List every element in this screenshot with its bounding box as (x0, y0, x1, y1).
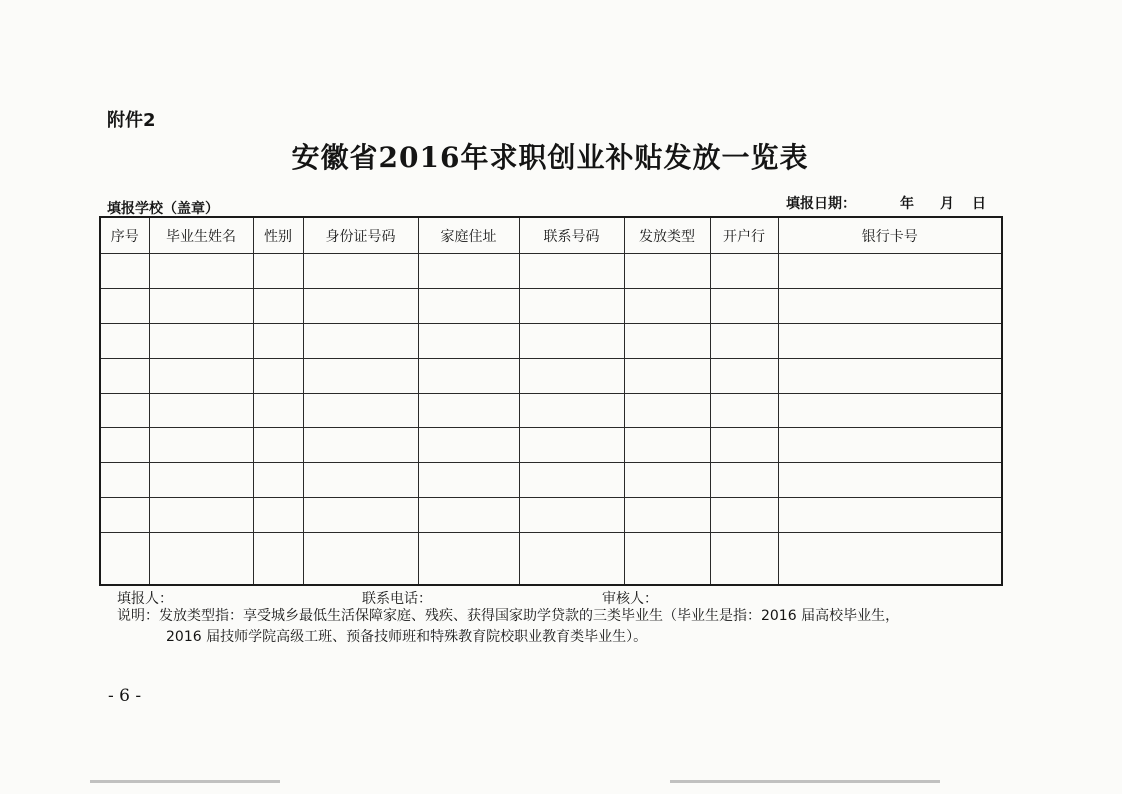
table-row (100, 288, 1002, 323)
table-cell (710, 288, 778, 323)
table-cell (100, 428, 149, 463)
table-cell (778, 254, 1002, 289)
table-cell (710, 498, 778, 533)
table-row (100, 463, 1002, 498)
table-cell (519, 288, 624, 323)
table-cell (149, 358, 253, 393)
table-cell (100, 323, 149, 358)
table-cell (710, 533, 778, 585)
date-label: 填报日期： (786, 196, 856, 212)
table-cell (418, 323, 519, 358)
table-cell (418, 358, 519, 393)
table-cell (303, 254, 418, 289)
table-cell (519, 323, 624, 358)
table-cell (624, 498, 710, 533)
col-header-type: 发放类型 (624, 217, 710, 254)
table-cell (253, 254, 303, 289)
table-cell (778, 358, 1002, 393)
table-cell (778, 498, 1002, 533)
col-header-phone: 联系号码 (519, 217, 624, 254)
year-label: 年 (900, 196, 914, 212)
col-header-address: 家庭住址 (418, 217, 519, 254)
table-cell (303, 463, 418, 498)
table-cell (149, 254, 253, 289)
school-label: 填报学校（盖章） (107, 201, 219, 217)
table-row (100, 254, 1002, 289)
table-row (100, 393, 1002, 428)
table-row (100, 323, 1002, 358)
table-cell (710, 463, 778, 498)
subsidy-table (99, 216, 1003, 586)
table-cell (149, 463, 253, 498)
table-cell (100, 254, 149, 289)
table-cell (778, 533, 1002, 585)
table-cell (519, 533, 624, 585)
table-cell (303, 323, 418, 358)
table-cell (149, 393, 253, 428)
table-cell (710, 393, 778, 428)
page-number: - 6 - (108, 686, 142, 706)
table-cell (303, 358, 418, 393)
contact-phone-label: 联系电话： (362, 591, 432, 607)
table-cell (303, 288, 418, 323)
table-cell (100, 498, 149, 533)
table-cell (418, 254, 519, 289)
table-cell (303, 393, 418, 428)
table-cell (100, 393, 149, 428)
table-cell (253, 323, 303, 358)
table-cell (303, 533, 418, 585)
table-cell (624, 254, 710, 289)
table-cell (100, 288, 149, 323)
table-cell (710, 428, 778, 463)
col-header-index: 序号 (100, 217, 149, 254)
table-cell (778, 288, 1002, 323)
table-cell (149, 428, 253, 463)
table-cell (778, 463, 1002, 498)
table-cell (519, 393, 624, 428)
table-cell (624, 533, 710, 585)
table-cell (418, 428, 519, 463)
table-cell (149, 323, 253, 358)
day-label: 日 (972, 196, 986, 212)
table-cell (519, 498, 624, 533)
table-cell (418, 533, 519, 585)
table-body (100, 254, 1002, 586)
note-line-1: 说明：发放类型指：享受城乡最低生活保障家庭、残疾、获得国家助学贷款的三类毕业生（毕业生是指：2016 届高校毕业生， (117, 608, 900, 624)
table-cell (418, 498, 519, 533)
table-cell (624, 393, 710, 428)
table-cell (624, 288, 710, 323)
scan-edge-mark (670, 780, 940, 783)
col-header-card-number: 银行卡号 (778, 217, 1002, 254)
col-header-id-number: 身份证号码 (303, 217, 418, 254)
table-cell (100, 358, 149, 393)
date-line (786, 193, 986, 213)
table-cell (710, 358, 778, 393)
table-cell (519, 428, 624, 463)
table-cell (624, 463, 710, 498)
table-row (100, 498, 1002, 533)
table-cell (253, 288, 303, 323)
table-cell (149, 498, 253, 533)
table-cell (253, 428, 303, 463)
table-cell (303, 428, 418, 463)
table-cell (710, 323, 778, 358)
table-cell (303, 498, 418, 533)
col-header-bank: 开户行 (710, 217, 778, 254)
document-title: 安徽省2016年求职创业补贴发放一览表 (291, 141, 809, 174)
table-cell (778, 428, 1002, 463)
scan-edge-mark (90, 780, 280, 783)
col-header-gender: 性别 (253, 217, 303, 254)
table-cell (253, 498, 303, 533)
table-cell (253, 358, 303, 393)
table-cell (710, 254, 778, 289)
table-cell (624, 358, 710, 393)
table-cell (100, 533, 149, 585)
table-header-row (100, 217, 1002, 254)
table-cell (778, 393, 1002, 428)
table-cell (519, 254, 624, 289)
table-cell (778, 323, 1002, 358)
table-cell (519, 463, 624, 498)
table-cell (253, 463, 303, 498)
table-row (100, 533, 1002, 585)
table-cell (253, 533, 303, 585)
note-line-2: 2016 届技师学院高级工班、预备技师班和特殊教育院校职业教育类毕业生）。 (166, 629, 648, 645)
table-cell (418, 463, 519, 498)
note (117, 606, 899, 648)
table-row (100, 358, 1002, 393)
table-cell (519, 358, 624, 393)
table-cell (253, 393, 303, 428)
col-header-name: 毕业生姓名 (149, 217, 253, 254)
table-cell (624, 428, 710, 463)
attachment-label: 附件2 (107, 110, 156, 131)
filler-label: 填报人： (117, 591, 173, 607)
table-row (100, 428, 1002, 463)
reviewer-label: 审核人： (602, 591, 658, 607)
table-cell (149, 533, 253, 585)
table-cell (624, 323, 710, 358)
table-cell (418, 393, 519, 428)
month-label: 月 (940, 196, 954, 212)
table-cell (100, 463, 149, 498)
table-cell (149, 288, 253, 323)
table-cell (418, 288, 519, 323)
